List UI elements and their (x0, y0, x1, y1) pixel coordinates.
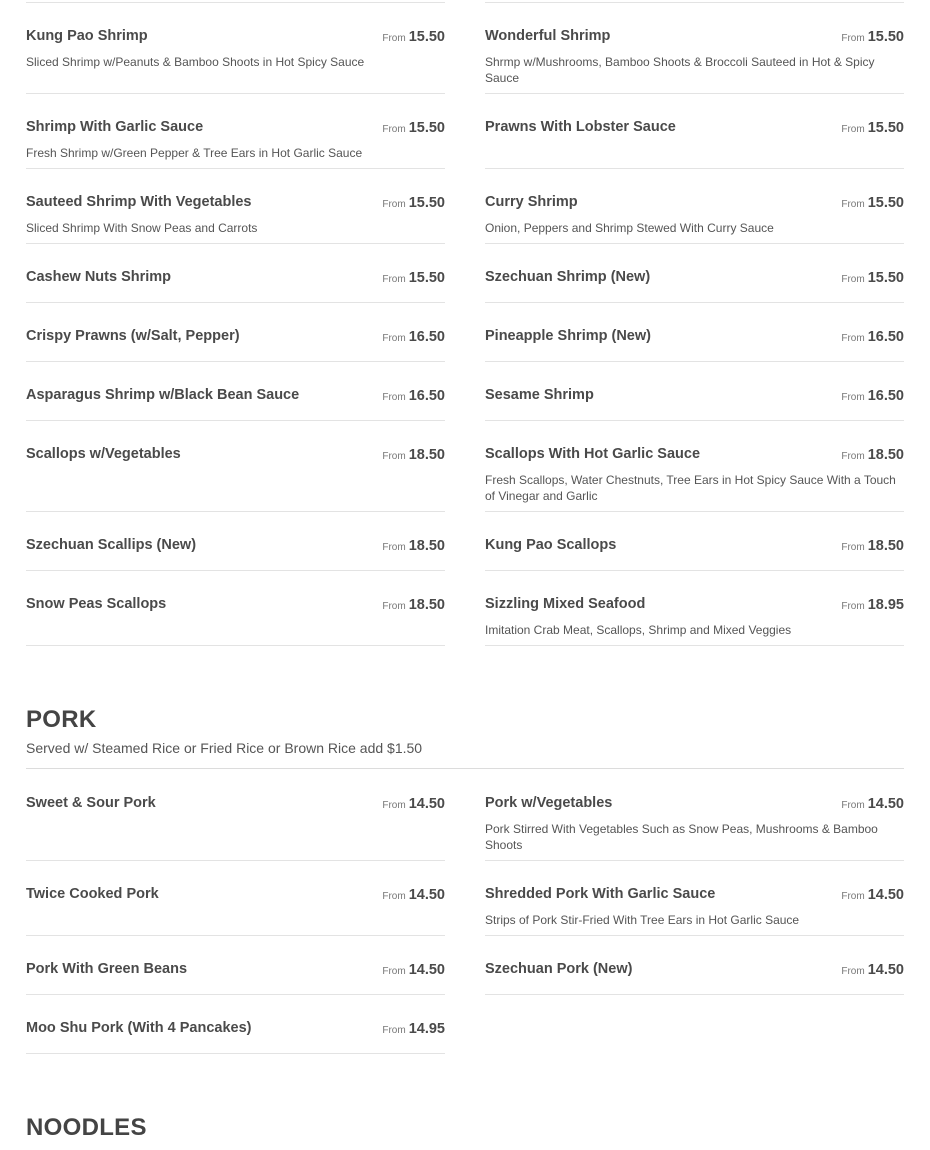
item-price: From 15.50 (382, 29, 445, 45)
item-name: Crispy Prawns (w/Salt, Pepper) (26, 328, 240, 344)
menu-item[interactable] (485, 777, 904, 861)
item-price: From 15.50 (382, 270, 445, 286)
menu-item[interactable] (485, 369, 904, 421)
menu-item[interactable] (26, 519, 445, 571)
item-name: Sesame Shrimp (485, 387, 594, 403)
menu-item[interactable] (26, 310, 445, 362)
item-name: Twice Cooked Pork (26, 886, 159, 902)
menu-item[interactable] (26, 251, 445, 303)
item-price: From 14.50 (382, 796, 445, 812)
divider (26, 768, 904, 769)
item-name: Szechuan Pork (New) (485, 961, 633, 977)
menu-item[interactable] (485, 578, 904, 646)
menu-item[interactable] (26, 10, 445, 94)
menu-item[interactable] (26, 176, 445, 244)
menu-item[interactable] (26, 428, 445, 512)
item-name: Prawns With Lobster Sauce (485, 119, 676, 135)
item-name: Kung Pao Shrimp (26, 28, 148, 44)
menu-item[interactable] (26, 101, 445, 169)
item-price: From 14.50 (841, 962, 904, 978)
menu-item[interactable] (26, 369, 445, 421)
item-name: Scallops w/Vegetables (26, 446, 181, 462)
item-name: Scallops With Hot Garlic Sauce (485, 446, 701, 462)
item-price: From 16.50 (841, 388, 904, 404)
item-description: Fresh Shrimp w/Green Pepper & Tree Ears in Hot Garlic Sauce (26, 146, 363, 160)
item-name: Szechuan Scallips (New) (26, 537, 197, 553)
item-price: From 15.50 (841, 29, 904, 45)
item-name: Shrimp With Garlic Sauce (26, 119, 204, 135)
item-price: From 18.50 (382, 447, 445, 463)
item-name: Sizzling Mixed Seafood (485, 596, 646, 612)
item-price: From 16.50 (841, 329, 904, 345)
item-name: Curry Shrimp (485, 194, 578, 210)
menu-item[interactable] (26, 777, 445, 861)
item-description: Pork Stirred With Vegetables Such as Snow Peas, Mushrooms & Bamboo Shoots (485, 822, 878, 852)
item-price: From 15.50 (382, 120, 445, 136)
menu-item[interactable] (485, 519, 904, 571)
item-price: From 14.50 (382, 887, 445, 903)
menu-item[interactable] (26, 1002, 445, 1054)
item-price: From 14.50 (382, 962, 445, 978)
item-price: From 18.50 (841, 447, 904, 463)
item-description: Sliced Shrimp With Snow Peas and Carrots (26, 221, 258, 235)
menu-item[interactable] (485, 101, 904, 169)
divider (26, 2, 445, 3)
item-description: Onion, Peppers and Shrimp Stewed With Curry Sauce (485, 221, 774, 235)
menu-item[interactable] (485, 943, 904, 995)
item-name: Snow Peas Scallops (26, 596, 167, 612)
item-name: Pineapple Shrimp (New) (485, 328, 651, 344)
section-title: NOODLES (26, 1114, 147, 1141)
divider (485, 2, 904, 3)
section-title: PORK (26, 706, 97, 733)
menu-item[interactable] (26, 943, 445, 995)
menu-item[interactable] (26, 578, 445, 646)
item-price: From 15.50 (382, 195, 445, 211)
menu-item[interactable] (485, 176, 904, 244)
item-price: From 14.50 (841, 887, 904, 903)
menu-item[interactable] (485, 868, 904, 936)
item-name: Kung Pao Scallops (485, 537, 617, 553)
item-price: From 15.50 (841, 120, 904, 136)
item-name: Cashew Nuts Shrimp (26, 269, 172, 285)
item-price: From 18.50 (841, 538, 904, 554)
menu-item[interactable] (485, 10, 904, 94)
item-price: From 14.50 (841, 796, 904, 812)
item-description: Fresh Scallops, Water Chestnuts, Tree Ears in Hot Spicy Sauce With a Touch of Vinegar and Garlic (485, 473, 896, 503)
item-name: Shredded Pork With Garlic Sauce (485, 886, 716, 902)
item-name: Moo Shu Pork (With 4 Pancakes) (26, 1020, 252, 1036)
item-name: Pork w/Vegetables (485, 795, 613, 811)
item-name: Szechuan Shrimp (New) (485, 269, 651, 285)
item-price: From 15.50 (841, 270, 904, 286)
item-name: Sweet & Sour Pork (26, 795, 156, 811)
item-price: From 14.95 (382, 1021, 445, 1037)
menu-item[interactable] (26, 868, 445, 936)
item-price: From 18.95 (841, 597, 904, 613)
item-price: From 18.50 (382, 597, 445, 613)
section-subtitle: Served w/ Steamed Rice or Fried Rice or Brown Rice add $1.50 (26, 740, 423, 756)
menu-item[interactable] (485, 310, 904, 362)
item-price: From 16.50 (382, 388, 445, 404)
item-description: Imitation Crab Meat, Scallops, Shrimp and Mixed Veggies (485, 623, 792, 637)
item-name: Sauteed Shrimp With Vegetables (26, 194, 252, 210)
menu-item[interactable] (485, 428, 904, 512)
item-price: From 16.50 (382, 329, 445, 345)
item-name: Asparagus Shrimp w/Black Bean Sauce (26, 387, 300, 403)
item-price: From 18.50 (382, 538, 445, 554)
item-description: Shrmp w/Mushrooms, Bamboo Shoots & Broccoli Sauteed in Hot & Spicy Sauce (485, 55, 875, 85)
item-name: Pork With Green Beans (26, 961, 188, 977)
item-name: Wonderful Shrimp (485, 28, 611, 44)
item-description: Sliced Shrimp w/Peanuts & Bamboo Shoots in Hot Spicy Sauce (26, 55, 365, 69)
menu-item[interactable] (485, 251, 904, 303)
item-price: From 15.50 (841, 195, 904, 211)
item-description: Strips of Pork Stir-Fried With Tree Ears in Hot Garlic Sauce (485, 913, 800, 927)
